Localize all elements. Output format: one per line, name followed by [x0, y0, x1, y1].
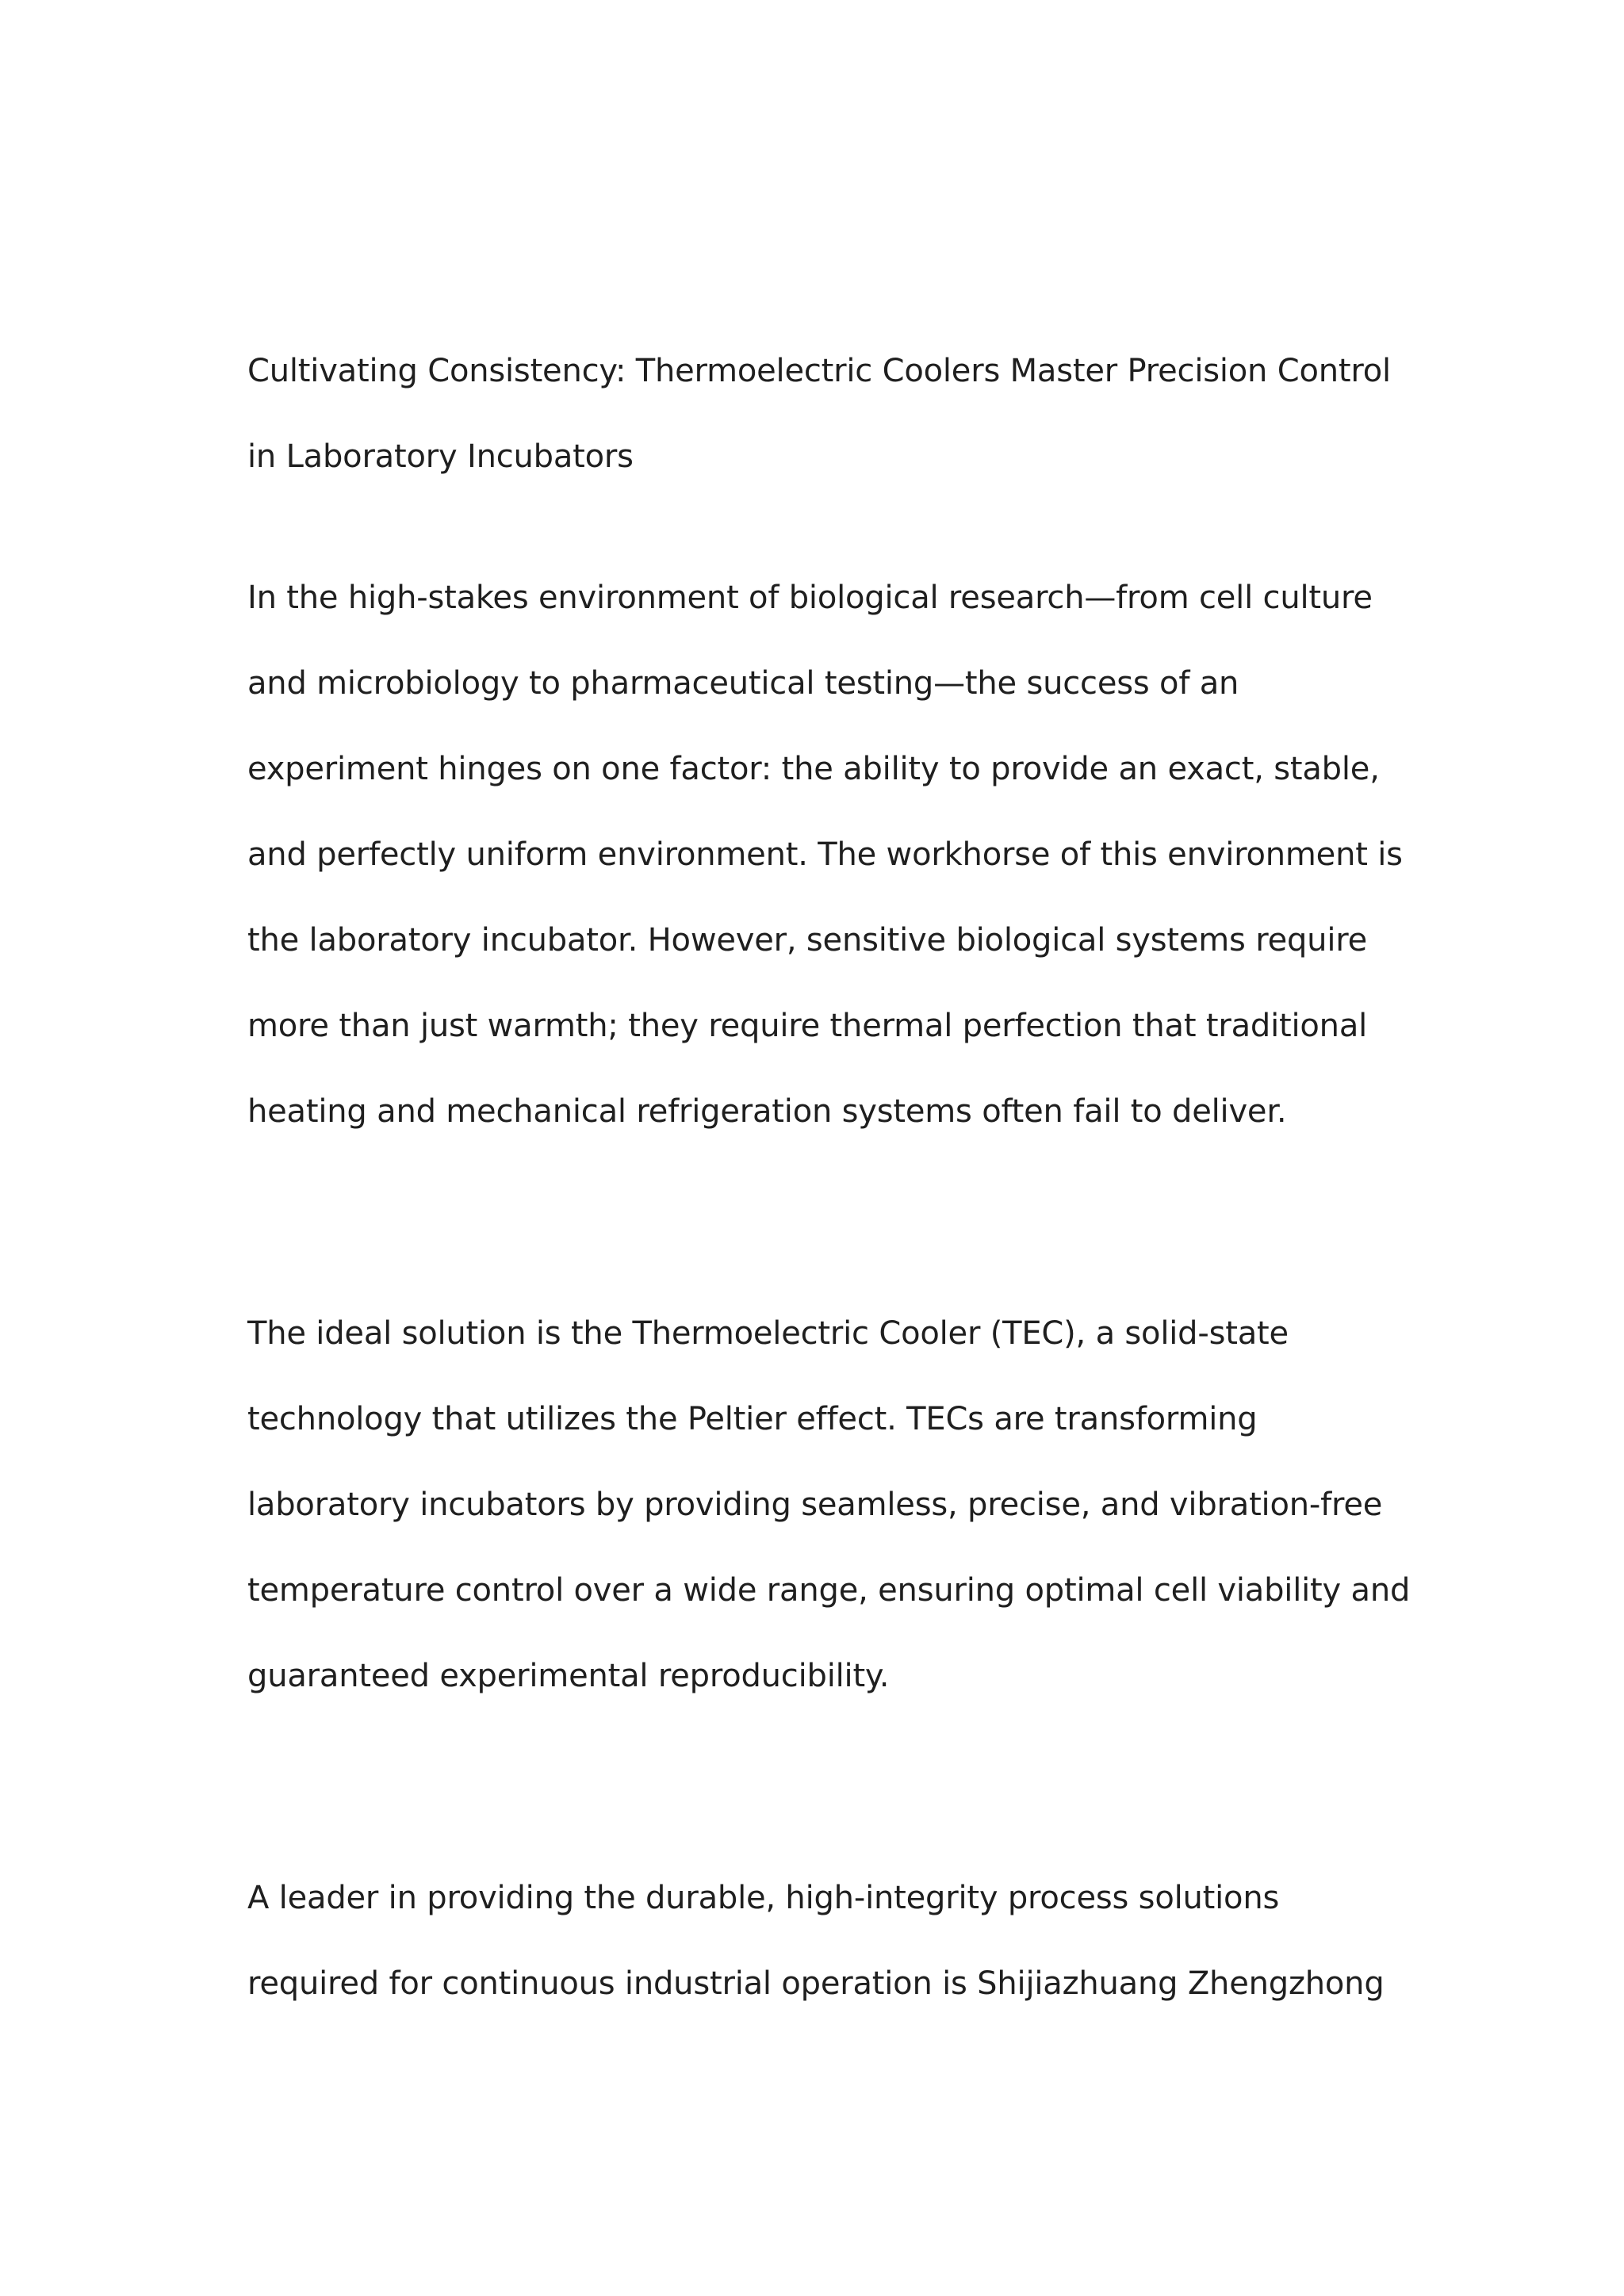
- paragraph-solution: [247, 1291, 1413, 1719]
- paragraph-line: more than just warmth; they require thermal perfection that traditional: [247, 1008, 1368, 1044]
- paragraph-line: The ideal solution is the Thermoelectric Cooler (TEC), a solid-state: [247, 1315, 1289, 1352]
- paragraph-leader: [247, 1855, 1413, 2026]
- title-line: in Laboratory Incubators: [247, 438, 634, 475]
- spacer: [247, 1719, 1413, 1855]
- document-title: [247, 328, 1413, 499]
- document-body: [247, 328, 1413, 2026]
- paragraph-line: required for continuous industrial operation is Shijiazhuang Zhengzhong: [247, 1965, 1385, 2002]
- paragraph-line: technology that utilizes the Peltier effect. TECs are transforming: [247, 1401, 1258, 1437]
- paragraph-line: and microbiology to pharmaceutical testing—the success of an: [247, 665, 1239, 702]
- title-line: Cultivating Consistency: Thermoelectric Coolers Master Precision Control: [247, 353, 1391, 389]
- paragraph-intro: [247, 555, 1413, 1154]
- paragraph-line: the laboratory incubator. However, sensitive biological systems require: [247, 922, 1368, 959]
- paragraph-line: guaranteed experimental reproducibility.: [247, 1658, 890, 1694]
- paragraph-line: experiment hinges on one factor: the ability to provide an exact, stable,: [247, 751, 1380, 787]
- paragraph-line: A leader in providing the durable, high-integrity process solutions: [247, 1880, 1280, 1916]
- paragraph-line: heating and mechanical refrigeration systems often fail to deliver.: [247, 1093, 1287, 1130]
- paragraph-line: laboratory incubators by providing seamless, precise, and vibration-free: [247, 1487, 1383, 1523]
- paragraph-line: temperature control over a wide range, ensuring optimal cell viability and: [247, 1572, 1411, 1609]
- spacer: [247, 1154, 1413, 1291]
- paragraph-line: In the high-stakes environment of biological research—from cell culture: [247, 580, 1373, 616]
- paragraph-line: and perfectly uniform environment. The workhorse of this environment is: [247, 836, 1403, 873]
- spacer: [247, 499, 1413, 555]
